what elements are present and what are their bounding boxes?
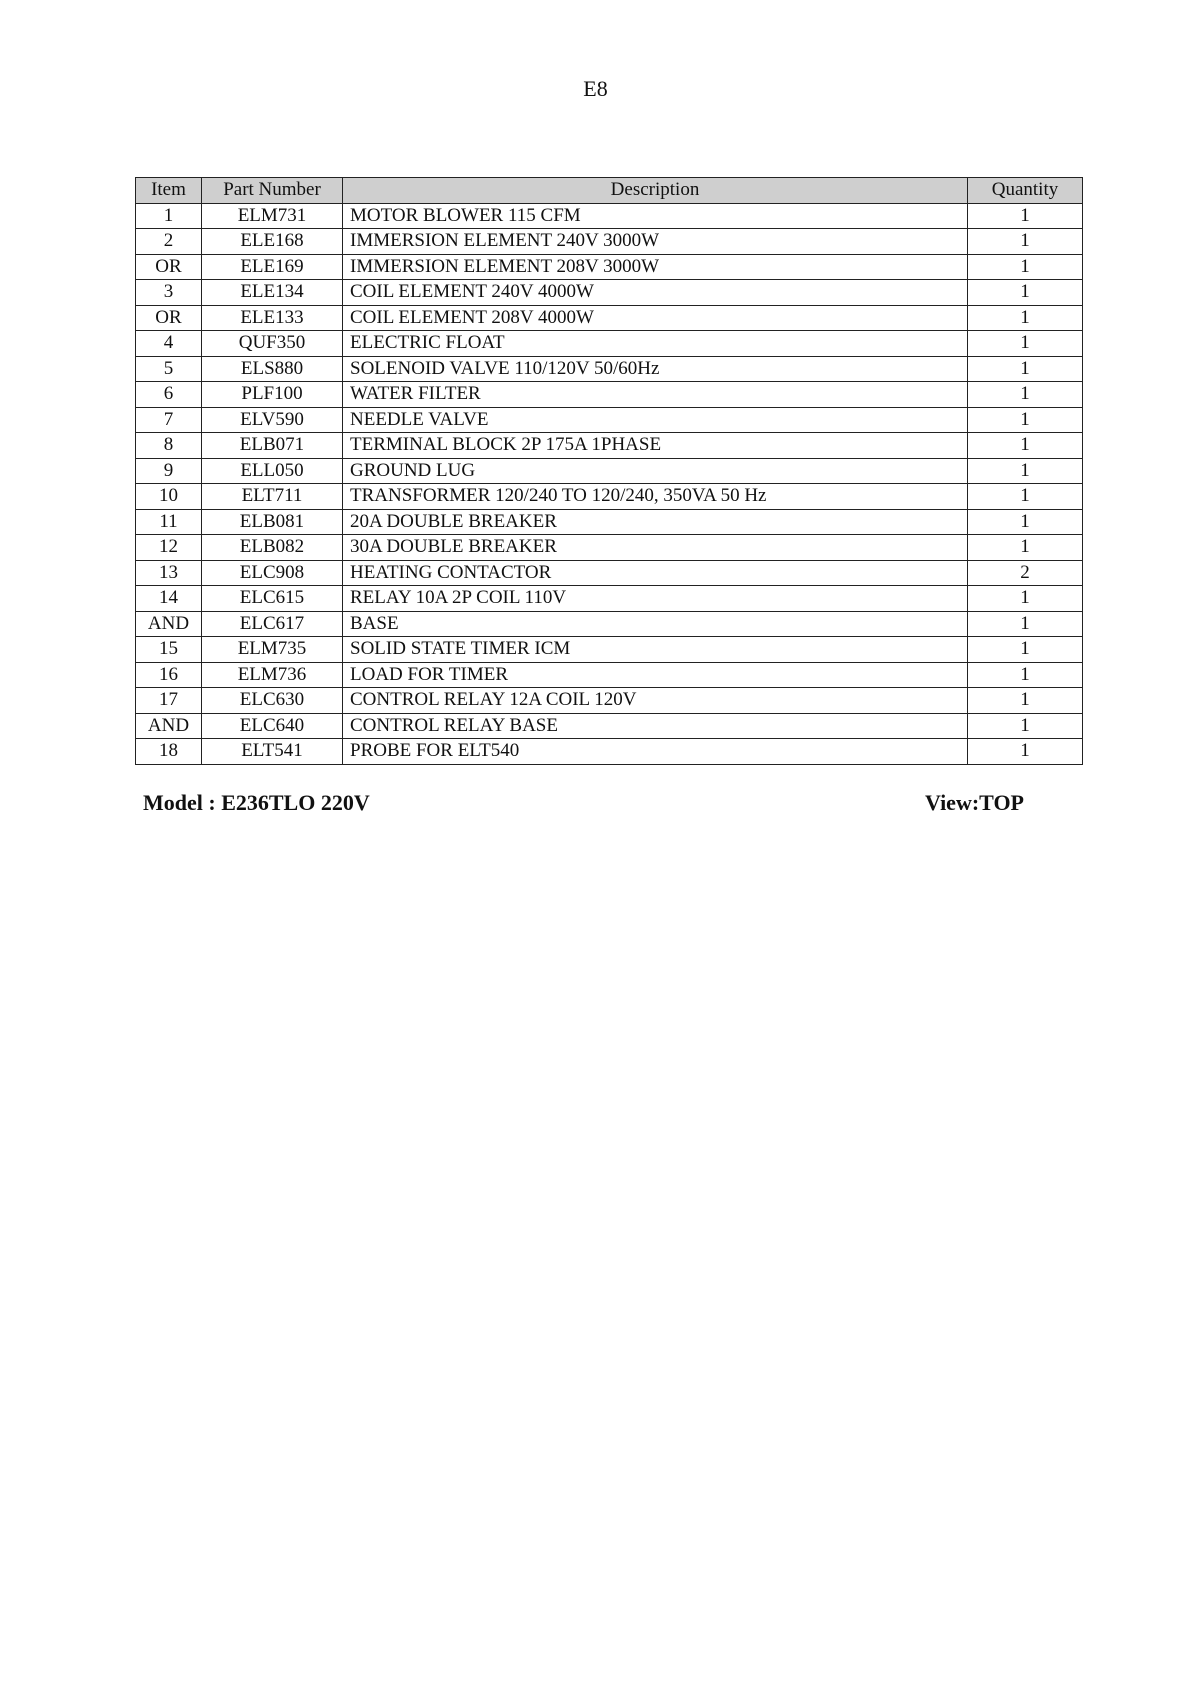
- cell-item: 2: [136, 229, 202, 255]
- table-row: [136, 331, 1083, 357]
- view-label: View:TOP: [925, 790, 1024, 815]
- cell-part-number: ELC615: [202, 586, 343, 612]
- cell-quantity: 1: [968, 433, 1083, 459]
- table-row: [136, 382, 1083, 408]
- cell-part-number: ELC630: [202, 688, 343, 714]
- model-label: Model : E236TLO 220V: [143, 790, 370, 815]
- cell-part-number: ELM731: [202, 203, 343, 229]
- cell-item: 14: [136, 586, 202, 612]
- cell-quantity: 1: [968, 203, 1083, 229]
- cell-quantity: 1: [968, 280, 1083, 306]
- cell-part-number: ELM736: [202, 662, 343, 688]
- cell-item: OR: [136, 305, 202, 331]
- cell-item: 10: [136, 484, 202, 510]
- cell-part-number: ELC908: [202, 560, 343, 586]
- cell-description: HEATING CONTACTOR: [343, 560, 968, 586]
- cell-part-number: ELB081: [202, 509, 343, 535]
- cell-item: 15: [136, 637, 202, 663]
- cell-part-number: ELB071: [202, 433, 343, 459]
- cell-part-number: PLF100: [202, 382, 343, 408]
- table-row: [136, 280, 1083, 306]
- cell-item: 16: [136, 662, 202, 688]
- parts-table: [135, 177, 1083, 765]
- cell-item: 17: [136, 688, 202, 714]
- cell-quantity: 1: [968, 688, 1083, 714]
- cell-description: TRANSFORMER 120/240 TO 120/240, 350VA 50 Hz: [343, 484, 968, 510]
- cell-description: COIL ELEMENT 208V 4000W: [343, 305, 968, 331]
- cell-part-number: ELL050: [202, 458, 343, 484]
- page-number: E8: [583, 76, 608, 101]
- cell-part-number: ELE133: [202, 305, 343, 331]
- cell-description: CONTROL RELAY 12A COIL 120V: [343, 688, 968, 714]
- cell-quantity: 1: [968, 331, 1083, 357]
- table-row: [136, 433, 1083, 459]
- cell-description: TERMINAL BLOCK 2P 175A 1PHASE: [343, 433, 968, 459]
- cell-item: 3: [136, 280, 202, 306]
- cell-description: RELAY 10A 2P COIL 110V: [343, 586, 968, 612]
- cell-quantity: 1: [968, 382, 1083, 408]
- cell-part-number: ELE169: [202, 254, 343, 280]
- cell-part-number: ELV590: [202, 407, 343, 433]
- cell-part-number: ELE134: [202, 280, 343, 306]
- cell-part-number: ELC617: [202, 611, 343, 637]
- cell-description: ELECTRIC FLOAT: [343, 331, 968, 357]
- cell-quantity: 1: [968, 229, 1083, 255]
- cell-quantity: 2: [968, 560, 1083, 586]
- cell-part-number: ELB082: [202, 535, 343, 561]
- table-row: [136, 229, 1083, 255]
- table-row: [136, 458, 1083, 484]
- cell-description: IMMERSION ELEMENT 240V 3000W: [343, 229, 968, 255]
- cell-part-number: ELE168: [202, 229, 343, 255]
- cell-item: 18: [136, 739, 202, 765]
- header-item: Item: [136, 178, 202, 204]
- cell-description: GROUND LUG: [343, 458, 968, 484]
- cell-quantity: 1: [968, 305, 1083, 331]
- table-row: [136, 586, 1083, 612]
- table-row: [136, 356, 1083, 382]
- cell-item: AND: [136, 611, 202, 637]
- cell-description: COIL ELEMENT 240V 4000W: [343, 280, 968, 306]
- cell-part-number: QUF350: [202, 331, 343, 357]
- cell-item: 12: [136, 535, 202, 561]
- cell-description: SOLID STATE TIMER ICM: [343, 637, 968, 663]
- cell-item: 13: [136, 560, 202, 586]
- cell-description: MOTOR BLOWER 115 CFM: [343, 203, 968, 229]
- cell-description: WATER FILTER: [343, 382, 968, 408]
- cell-item: OR: [136, 254, 202, 280]
- cell-item: 8: [136, 433, 202, 459]
- table-row: [136, 407, 1083, 433]
- header-quantity: Quantity: [968, 178, 1083, 204]
- table-row: [136, 535, 1083, 561]
- table-row: [136, 611, 1083, 637]
- cell-quantity: 1: [968, 356, 1083, 382]
- header-description: Description: [343, 178, 968, 204]
- cell-part-number: ELS880: [202, 356, 343, 382]
- cell-item: 11: [136, 509, 202, 535]
- table-row: [136, 484, 1083, 510]
- cell-part-number: ELC640: [202, 713, 343, 739]
- table-row: [136, 560, 1083, 586]
- cell-description: SOLENOID VALVE 110/120V 50/60Hz: [343, 356, 968, 382]
- table-row: [136, 713, 1083, 739]
- cell-description: NEEDLE VALVE: [343, 407, 968, 433]
- cell-quantity: 1: [968, 254, 1083, 280]
- cell-description: IMMERSION ELEMENT 208V 3000W: [343, 254, 968, 280]
- cell-item: 9: [136, 458, 202, 484]
- cell-item: 4: [136, 331, 202, 357]
- cell-quantity: 1: [968, 484, 1083, 510]
- cell-quantity: 1: [968, 739, 1083, 765]
- table-row: [136, 203, 1083, 229]
- cell-description: LOAD FOR TIMER: [343, 662, 968, 688]
- cell-quantity: 1: [968, 586, 1083, 612]
- table-row: [136, 688, 1083, 714]
- cell-quantity: 1: [968, 535, 1083, 561]
- cell-quantity: 1: [968, 458, 1083, 484]
- cell-description: 30A DOUBLE BREAKER: [343, 535, 968, 561]
- cell-quantity: 1: [968, 662, 1083, 688]
- header-part-number: Part Number: [202, 178, 343, 204]
- cell-quantity: 1: [968, 713, 1083, 739]
- table-row: [136, 637, 1083, 663]
- table-row: [136, 305, 1083, 331]
- cell-quantity: 1: [968, 637, 1083, 663]
- table-row: [136, 739, 1083, 765]
- cell-item: AND: [136, 713, 202, 739]
- cell-item: 7: [136, 407, 202, 433]
- cell-description: BASE: [343, 611, 968, 637]
- cell-quantity: 1: [968, 611, 1083, 637]
- cell-quantity: 1: [968, 407, 1083, 433]
- cell-item: 5: [136, 356, 202, 382]
- table-row: [136, 509, 1083, 535]
- cell-part-number: ELT541: [202, 739, 343, 765]
- cell-item: 6: [136, 382, 202, 408]
- cell-part-number: ELM735: [202, 637, 343, 663]
- cell-item: 1: [136, 203, 202, 229]
- table-row: [136, 662, 1083, 688]
- cell-description: 20A DOUBLE BREAKER: [343, 509, 968, 535]
- table-header-row: [136, 178, 1083, 204]
- table-row: [136, 254, 1083, 280]
- cell-description: PROBE FOR ELT540: [343, 739, 968, 765]
- cell-description: CONTROL RELAY BASE: [343, 713, 968, 739]
- cell-part-number: ELT711: [202, 484, 343, 510]
- cell-quantity: 1: [968, 509, 1083, 535]
- table-body: [136, 203, 1083, 764]
